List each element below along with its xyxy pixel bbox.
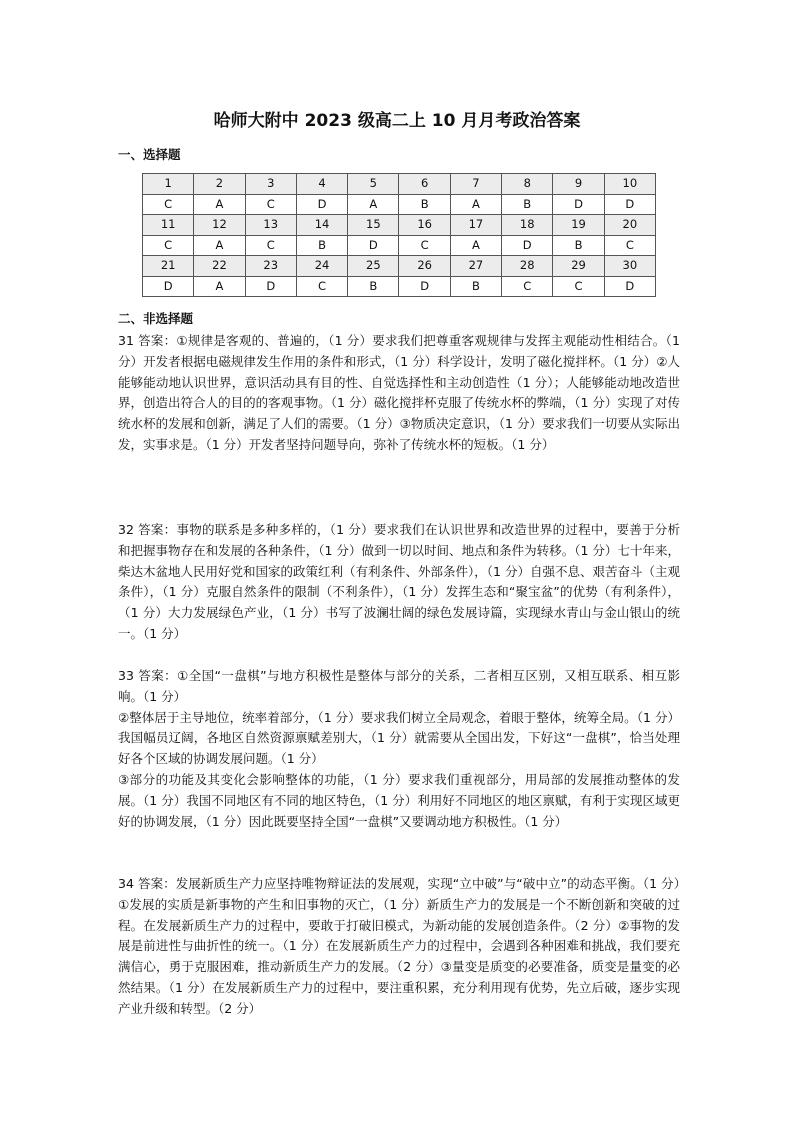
question-number-cell: 28	[502, 256, 553, 277]
answer-cell: D	[604, 276, 655, 297]
answer-q33-part-1: 33 答案：①全国“一盘棋”与地方积极性是整体与部分的关系，二者相互区别，又相互联系、相互影响。（1 分）	[118, 668, 680, 704]
question-number-cell: 18	[502, 215, 553, 236]
answer-cell: C	[399, 235, 450, 256]
question-number-cell: 4	[296, 174, 347, 195]
question-number-cell: 10	[604, 174, 655, 195]
answer-cell: A	[450, 235, 501, 256]
answer-cell: C	[245, 194, 296, 215]
answer-cell: D	[348, 235, 399, 256]
answer-cell: A	[194, 194, 245, 215]
question-number-cell: 23	[245, 256, 296, 277]
question-number-cell: 24	[296, 256, 347, 277]
answer-q31-text: 31 答案：①规律是客观的、普遍的，（1 分）要求我们把尊重客观规律与发挥主观能动性相结合。（1 分）开发者根据电磁规律发生作用的条件和形式，（1 分）科学设计，发明了磁化搅拌杯。（1 分）②人能够能动地认识世界，意识活动具有目的性、自觉选择性和主动创造性（1 分）；人能够能动地改造世界，创造出符合人的目的的客观事物。（1 分）磁化搅拌杯克服了传统水杯的弊端，（1 分）实现了对传统水杯的发展和创新，满足了人们的需要。（1 分）③物质决定意识，（1 分）要求我们一切要从实际出发，实事求是。（1 分）开发者坚持问题导向，弥补了传统水杯的短板。（1 分）	[118, 333, 680, 452]
answer-cell: A	[348, 194, 399, 215]
question-number-cell: 17	[450, 215, 501, 236]
answer-cell: B	[450, 276, 501, 297]
question-number-cell: 13	[245, 215, 296, 236]
question-number-cell: 25	[348, 256, 399, 277]
answer-cell: A	[194, 235, 245, 256]
answer-q32-text: 32 答案：事物的联系是多种多样的，（1 分）要求我们在认识世界和改造世界的过程中，要善于分析和把握事物存在和发展的各种条件，（1 分）做到一切以时间、地点和条件为转移。（1 分）七十年来，柴达木盆地人民用好党和国家的政策红利（有利条件、外部条件），（1 分）自强不息、艰苦奋斗（主观条件），（1 分）克服自然条件的限制（不利条件），（1 分）发挥生态和“聚宝盆”的优势（有利条件），（1 分）大力发展绿色产业，（1 分）书写了波澜壮阔的绿色发展诗篇，实现绿水青山与金山银山的统一。（1 分）	[118, 522, 680, 641]
answer-q33-part-3: ③部分的功能及其变化会影响整体的功能，（1 分）要求我们重视部分，用局部的发展推动整体的发展。（1 分）我国不同地区有不同的地区特色，（1 分）利用好不同地区的地区禀赋，有利于实现区域更好的协调发展，（1 分）因此既要坚持全国“一盘棋”又要调动地方积极性。（1 分）	[118, 771, 680, 829]
question-number-cell: 5	[348, 174, 399, 195]
answer-cell: B	[348, 276, 399, 297]
question-number-cell: 15	[348, 215, 399, 236]
answer-q34	[118, 874, 680, 1020]
question-number-row	[143, 215, 656, 236]
answer-cell: A	[450, 194, 501, 215]
answer-cell: B	[502, 194, 553, 215]
question-number-cell: 1	[143, 174, 194, 195]
answer-cell: B	[399, 194, 450, 215]
question-number-cell: 30	[604, 256, 655, 277]
question-number-cell: 3	[245, 174, 296, 195]
question-number-cell: 16	[399, 215, 450, 236]
answer-row	[143, 276, 656, 297]
answer-cell: D	[502, 235, 553, 256]
question-number-row	[143, 174, 656, 195]
question-number-cell: 14	[296, 215, 347, 236]
answer-row	[143, 194, 656, 215]
answer-cell: D	[604, 194, 655, 215]
choice-answer-table	[142, 173, 656, 297]
question-number-cell: 7	[450, 174, 501, 195]
answer-cell: D	[245, 276, 296, 297]
question-number-cell: 22	[194, 256, 245, 277]
question-number-cell: 27	[450, 256, 501, 277]
answer-cell: A	[194, 276, 245, 297]
answer-cell: D	[143, 276, 194, 297]
answer-cell: C	[143, 194, 194, 215]
question-number-cell: 6	[399, 174, 450, 195]
question-number-cell: 12	[194, 215, 245, 236]
answer-q31	[118, 331, 680, 456]
answer-q32	[118, 520, 680, 645]
question-number-cell: 9	[553, 174, 604, 195]
section-heading-choice: 一、选择题	[118, 147, 181, 162]
answer-q33	[118, 666, 680, 832]
answer-cell: C	[245, 235, 296, 256]
question-number-cell: 26	[399, 256, 450, 277]
question-number-cell: 2	[194, 174, 245, 195]
answer-cell: C	[502, 276, 553, 297]
page-title: 哈师大附中 2023 级高二上 10 月月考政治答案	[213, 111, 581, 131]
answer-q34-text: 34 答案：发展新质生产力应坚持唯物辩证法的发展观，实现“立中破”与“破中立”的动态平衡。（1 分）①发展的实质是新事物的产生和旧事物的灭亡，（1 分）新质生产力的发展是一个不断创新和突破的过程。在发展新质生产力的过程中，要敢于打破旧模式，为新动能的发展创造条件。（2 分）②事物的发展是前进性与曲折性的统一。（1 分）在发展新质生产力的过程中，会遇到各种困难和挑战，我们要充满信心，勇于克服困难，推动新质生产力的发展。（2 分）③量变是质变的必要准备，质变是量变的必然结果。（1 分）在发展新质生产力的过程中，要注重积累，充分利用现有优势，先立后破，逐步实现产业升级和转型。（2 分）	[118, 876, 680, 1016]
answer-cell: B	[296, 235, 347, 256]
question-number-cell: 29	[553, 256, 604, 277]
question-number-row	[143, 256, 656, 277]
answer-cell: C	[553, 276, 604, 297]
answer-q33-part-2: ②整体居于主导地位，统率着部分，（1 分）要求我们树立全局观念，着眼于整体，统筹全局。（1 分）我国幅员辽阔，各地区自然资源禀赋差别大，（1 分）就需要从全国出发，下好这“一盘棋”，恰当处理好各个区域的协调发展问题。（1 分）	[118, 709, 680, 767]
question-number-cell: 11	[143, 215, 194, 236]
question-number-cell: 19	[553, 215, 604, 236]
answer-cell: C	[143, 235, 194, 256]
answer-cell: C	[604, 235, 655, 256]
answer-cell: D	[553, 194, 604, 215]
answer-cell: C	[296, 276, 347, 297]
question-number-cell: 21	[143, 256, 194, 277]
answer-cell: B	[553, 235, 604, 256]
section-heading-non-choice: 二、非选择题	[118, 311, 194, 326]
answer-row	[143, 235, 656, 256]
answer-cell: D	[399, 276, 450, 297]
question-number-cell: 8	[502, 174, 553, 195]
question-number-cell: 20	[604, 215, 655, 236]
answer-cell: D	[296, 194, 347, 215]
